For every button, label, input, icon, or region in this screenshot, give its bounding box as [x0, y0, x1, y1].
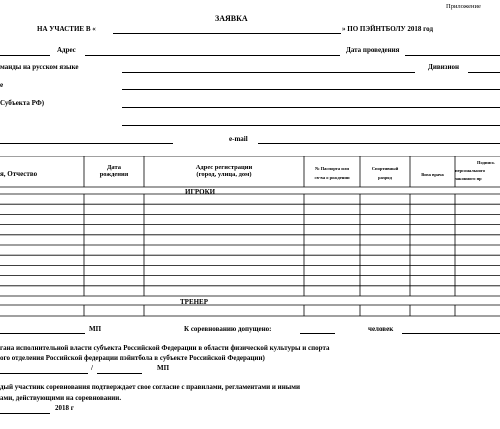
signature-line-left[interactable]	[0, 373, 88, 374]
coach-section-label: ТРЕНЕР	[180, 298, 209, 306]
participants-table	[0, 156, 500, 318]
col-header-signature-l1: Подпись	[477, 160, 495, 165]
extra-line[interactable]	[122, 125, 500, 126]
col-header-name	[0, 170, 37, 178]
participation-suffix: » ПО ПЭЙНТБОЛУ 2018 год	[342, 25, 434, 33]
col-header-sport-rank	[360, 166, 410, 180]
col-header-doctor-visa-text: Виза врача	[421, 172, 444, 177]
col-header-passport	[304, 166, 360, 180]
col-header-signature-l3: законного пр	[455, 176, 482, 182]
players-section-label: ИГРОКИ	[185, 188, 216, 196]
col-header-sport-rank-l2: разряд	[378, 175, 392, 181]
form-title: ЗАЯВКА	[215, 14, 248, 23]
stamp-label-1: МП	[89, 325, 102, 333]
email-line[interactable]	[258, 143, 500, 144]
organization-line[interactable]	[0, 55, 50, 56]
col-header-name-text: я, Отчество	[0, 170, 38, 178]
signature-line-right[interactable]	[97, 373, 142, 374]
col-header-signature	[455, 160, 500, 182]
col-header-sport-rank-l1: Спортивный	[371, 166, 399, 171]
line-e-label: е	[0, 81, 4, 89]
persons-label: человек	[368, 325, 394, 333]
region-label: Субъекта РФ)	[0, 99, 45, 107]
participation-prefix: НА УЧАСТИЕ В «	[37, 25, 96, 33]
col-header-signature-l2: персонального	[455, 168, 486, 174]
region-line[interactable]	[122, 107, 500, 108]
admitted-label: К соревнованию допущено:	[184, 325, 272, 333]
annex-label: Приложение	[446, 3, 481, 10]
address-line[interactable]	[85, 55, 340, 56]
division-label: Дивизион	[428, 63, 460, 71]
official-signature-line[interactable]	[0, 333, 85, 334]
event-name-line[interactable]	[113, 33, 341, 34]
persons-line[interactable]	[402, 333, 500, 334]
email-label: e-mail	[229, 135, 248, 143]
division-line[interactable]	[468, 72, 500, 73]
team-name-label: манды на русском языке	[0, 63, 79, 71]
date-line[interactable]	[0, 413, 50, 414]
col-header-birth-date-l2: рождения	[99, 171, 129, 179]
authority-text-line-1: гана исполнительной власти субъекта Российской Федерации в области физической культуры и спорта	[0, 344, 330, 352]
authority-text-line-2: ого отделения Российской федерации пэйнтбола в субъекте Российской Федерации)	[0, 354, 265, 362]
phone-line[interactable]	[0, 143, 173, 144]
col-header-passport-l2: св-ва о рождении	[314, 175, 350, 181]
col-header-birth-date	[84, 164, 144, 179]
consent-text-line-1: дый участник соревнования подтверждает свое согласие с правилами, регламентами и иными	[0, 383, 300, 391]
event-date-line[interactable]	[405, 55, 500, 56]
team-name-line[interactable]	[122, 72, 415, 73]
admitted-count-line[interactable]	[300, 333, 335, 334]
signature-slash: /	[91, 364, 93, 372]
stamp-label-2: МП	[157, 364, 170, 372]
event-date-label: Дата проведения	[346, 46, 400, 54]
consent-text-line-2: ами, действующими на соревновании.	[0, 394, 122, 402]
col-header-passport-l1: № Паспорта или	[314, 166, 350, 171]
line-e-field[interactable]	[122, 89, 500, 90]
col-header-address-l1: Адрес регистрации	[195, 164, 253, 171]
col-header-birth-date-l1: Дата	[106, 164, 122, 171]
col-header-doctor-visa	[410, 172, 455, 177]
year-label: 2018 г	[55, 404, 74, 412]
address-label: Адрес	[57, 46, 76, 54]
col-header-address	[144, 164, 304, 179]
col-header-address-l2: (город, улица, дом)	[196, 171, 252, 179]
